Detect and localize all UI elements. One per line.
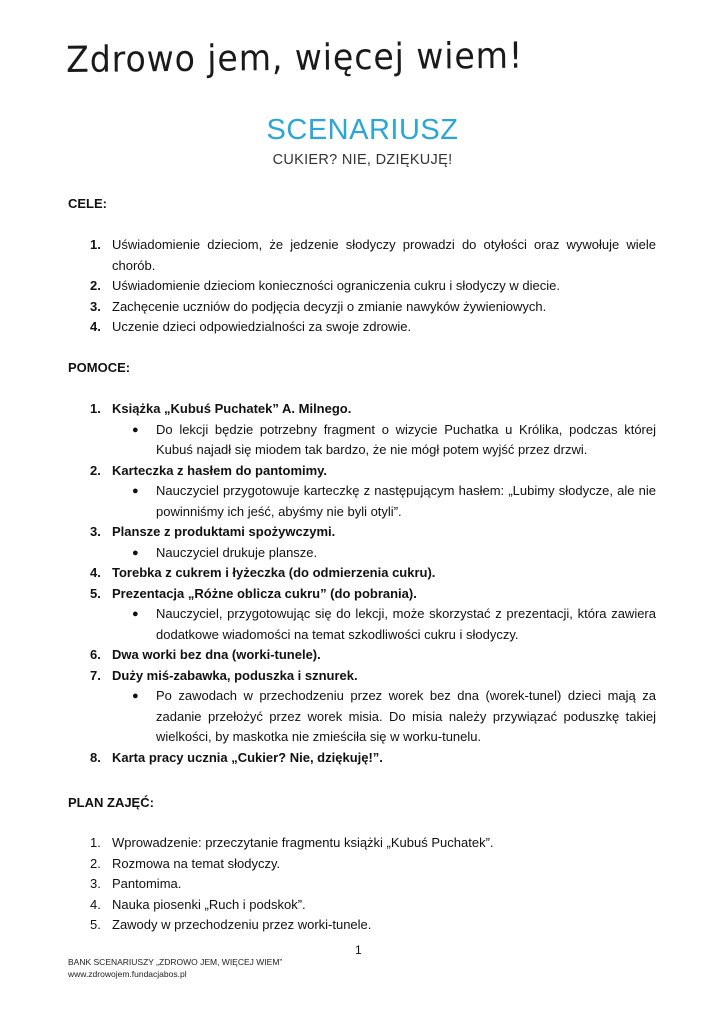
list-item-text: Prezentacja „Różne oblicza cukru” (do pobrania).	[112, 585, 417, 601]
list-sub-item-text: Nauczyciel, przygotowując się do lekcji, może skorzystać z prezentacji, która zawiera dodatkowe wiadomości na temat szkodliwości cukru i słodyczy.	[156, 606, 656, 642]
pomoce-list	[68, 399, 656, 768]
section-heading-cele: CELE:	[68, 196, 107, 211]
list-item	[68, 645, 656, 666]
list-item-number: 5.	[90, 917, 101, 932]
list-item	[68, 235, 656, 276]
footer-website-link[interactable]: www.zdrowojem.fundacjabos.pl	[68, 969, 187, 979]
list-item-number: 2.	[90, 855, 101, 871]
list-item-number: 8.	[90, 749, 101, 765]
list-item	[68, 461, 656, 482]
cele-list	[68, 235, 656, 338]
list-item	[68, 297, 656, 318]
list-item	[68, 399, 656, 420]
list-item-number: 1.	[90, 401, 101, 416]
list-item-number: 2.	[90, 278, 101, 293]
page-subtitle: CUKIER? NIE, DZIĘKUJĘ!	[272, 152, 453, 168]
list-item-number: 2.	[90, 462, 101, 478]
bullet-icon: ●	[132, 546, 139, 559]
list-sub-item	[68, 543, 656, 564]
list-item-number: 1.	[90, 237, 101, 252]
list-sub-item-text: Nauczyciel drukuje plansze.	[156, 544, 318, 560]
section-heading-plan: PLAN ZAJĘĆ:	[68, 795, 154, 810]
list-sub-item	[68, 420, 656, 461]
page-title: SCENARIUSZ	[266, 114, 459, 146]
list-item-number: 6.	[90, 647, 101, 662]
list-item	[68, 915, 656, 936]
list-item-number: 5.	[90, 585, 101, 601]
list-item-text: Plansze z produktami spożywczymi.	[112, 524, 336, 539]
page-number: 1	[355, 943, 362, 957]
list-item	[68, 895, 656, 916]
list-item-number: 3.	[90, 524, 101, 539]
list-item	[68, 833, 656, 854]
list-item	[68, 748, 656, 769]
list-item	[68, 666, 656, 687]
list-item-number: 4.	[90, 896, 101, 912]
footer-bank-label: BANK SCENARIUSZY „ZDROWO JEM, WIĘCEJ WIEM”	[68, 957, 283, 967]
list-item-text: Torebka z cukrem i łyżeczka (do odmierzenia cukru).	[112, 565, 436, 580]
list-item-text: Wprowadzenie: przeczytanie fragmentu książki „Kubuś Puchatek”.	[112, 835, 494, 850]
list-item-text: Dwa worki bez dna (worki-tunele).	[112, 647, 321, 662]
bullet-icon: ●	[132, 485, 139, 497]
list-item	[68, 874, 656, 895]
list-item-text: Karta pracy ucznia „Cukier? Nie, dziękuję!”.	[112, 749, 383, 765]
bullet-icon: ●	[132, 690, 139, 702]
list-item-number: 4.	[90, 565, 101, 580]
section-heading-pomoce: POMOCE:	[68, 360, 131, 375]
list-item-text: Zawody w przechodzeniu przez worki-tunele.	[112, 917, 372, 932]
list-item-text: Uświadomienie dzieciom, że jedzenie słodyczy prowadzi do otyłości oraz wywołuje wiele chorób.	[112, 237, 656, 273]
list-item-number: 3.	[90, 298, 101, 314]
list-item-text: Uczenie dzieci odpowiedzialności za swoje zdrowie.	[112, 319, 412, 334]
list-item-text: Uświadomienie dzieciom konieczności ograniczenia cukru i słodyczy w diecie.	[112, 278, 560, 293]
list-item	[68, 854, 656, 875]
list-item	[68, 563, 656, 584]
list-item-text: Pantomima.	[112, 876, 182, 891]
list-item-text: Książka „Kubuś Puchatek” A. Milnego.	[112, 401, 352, 416]
list-item	[68, 584, 656, 605]
list-sub-item-text: Do lekcji będzie potrzebny fragment o wizycie Puchatka u Królika, podczas której Kubuś najadł się miodem tak bardzo, że nie mógł potem wyjść przez drzwi.	[156, 421, 656, 457]
list-item	[68, 276, 656, 297]
list-sub-item	[68, 604, 656, 645]
bullet-icon: ●	[132, 423, 139, 436]
list-item-text: Nauka piosenki „Ruch i podskok”.	[112, 896, 306, 912]
list-sub-item-text: Po zawodach w przechodzeniu przez worek bez dna (worek-tunel) dzieci mają za zadanie przełożyć przez worek misia. Do misia należy przywiązać poduszkę takiej wielkości, by maskotka nie zmieściła się w worku-tunelu.	[156, 688, 656, 744]
list-item	[68, 317, 656, 338]
list-item-text: Duży miś-zabawka, poduszka i sznurek.	[112, 667, 358, 683]
list-item-number: 1.	[90, 835, 101, 850]
page-footer	[68, 956, 282, 980]
list-item-text: Rozmowa na temat słodyczy.	[112, 855, 281, 871]
list-item-text: Zachęcenie uczniów do podjęcia decyzji o zmianie nawyków żywieniowych.	[112, 298, 547, 314]
list-item-text: Karteczka z hasłem do pantomimy.	[112, 462, 328, 478]
list-sub-item	[68, 481, 656, 522]
list-item-number: 7.	[90, 667, 101, 683]
bullet-icon: ●	[132, 608, 139, 620]
plan-list	[68, 833, 656, 936]
list-item-number: 3.	[90, 876, 101, 891]
list-item-number: 4.	[90, 319, 101, 334]
list-sub-item-text: Nauczyciel przygotowuje karteczkę z następującym hasłem: „Lubimy słodycze, ale nie powinniśmy ich jeść, abyśmy nie byli otyli”.	[156, 483, 656, 519]
list-sub-item	[68, 686, 656, 748]
list-item	[68, 522, 656, 543]
logo-text: Zdrowo jem, więcej wiem!	[66, 35, 524, 81]
